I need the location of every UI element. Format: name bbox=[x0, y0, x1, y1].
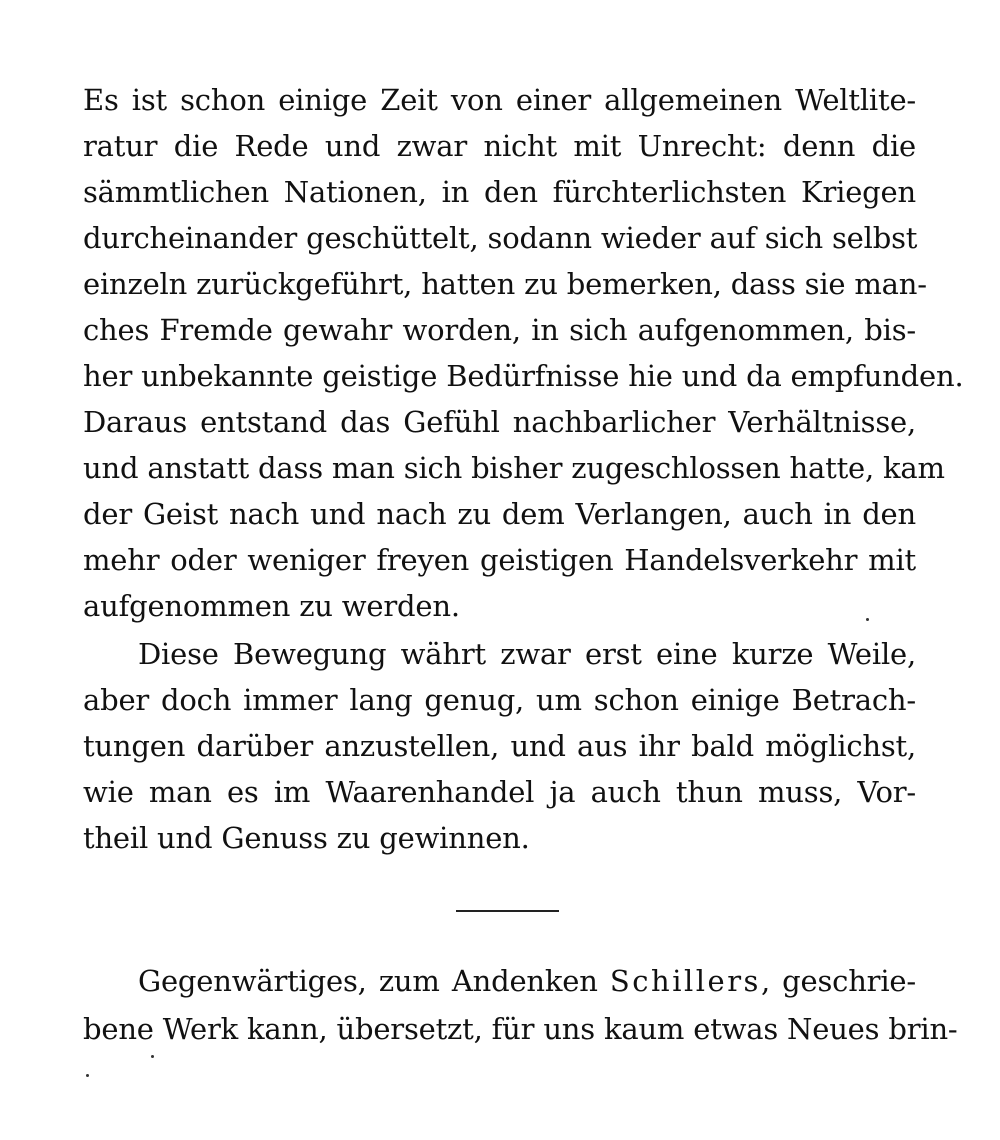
print-speck bbox=[151, 1055, 154, 1058]
paragraph3-text: Gegenwärtiges, zum Andenken bbox=[138, 964, 610, 998]
paragraph1-line: ratur die Rede und zwar nicht mit Unrecht: denn die bbox=[83, 129, 916, 163]
paragraph2-line: aber doch immer lang genug, um schon einige Betrach- bbox=[83, 683, 916, 717]
paragraph2-line: theil und Genuss zu gewinnen. bbox=[83, 821, 530, 855]
paragraph3-line bbox=[138, 963, 916, 999]
paragraph2-line: wie man es im Waarenhandel ja auch thun muss, Vor- bbox=[83, 775, 916, 809]
paragraph1-line: aufgenommen zu werden. bbox=[83, 589, 460, 623]
paragraph1-line: durcheinander geschüttelt, sodann wieder auf sich selbst bbox=[83, 221, 918, 255]
paragraph3-text: , geschrie- bbox=[760, 964, 916, 998]
paragraph1-line: her unbekannte geistige Bedürfnisse hie und da empfunden. bbox=[83, 359, 964, 393]
paragraph1-line: ches Fremde gewahr worden, in sich aufgenommen, bis- bbox=[83, 313, 916, 347]
paragraph1-line: der Geist nach und nach zu dem Verlangen, auch in den bbox=[83, 497, 916, 531]
paragraph1-line: mehr oder weniger freyen geistigen Handelsverkehr mit bbox=[83, 543, 916, 577]
paragraph1-line: Es ist schon einige Zeit von einer allgemeinen Weltlite- bbox=[83, 83, 916, 117]
paragraph3-line: bene Werk kann, übersetzt, für uns kaum etwas Neues brin- bbox=[83, 1012, 958, 1046]
paragraph1-line: und anstatt dass man sich bisher zugeschlossen hatte, kam bbox=[83, 451, 945, 485]
author-name: Schillers bbox=[609, 964, 761, 998]
print-speck bbox=[86, 1074, 89, 1077]
section-divider bbox=[456, 910, 559, 912]
paragraph1-line: sämmtlichen Nationen, in den fürchterlichsten Kriegen bbox=[83, 175, 916, 209]
paragraph1-line: Daraus entstand das Gefühl nachbarlicher Verhältnisse, bbox=[83, 405, 916, 439]
print-speck bbox=[866, 618, 869, 621]
paragraph2-line: tungen darüber anzustellen, und aus ihr bald möglichst, bbox=[83, 729, 916, 763]
paragraph1-line: einzeln zurückgeführt, hatten zu bemerken, dass sie man- bbox=[83, 267, 927, 301]
paragraph2-line: Diese Bewegung währt zwar erst eine kurze Weile, bbox=[138, 637, 916, 671]
